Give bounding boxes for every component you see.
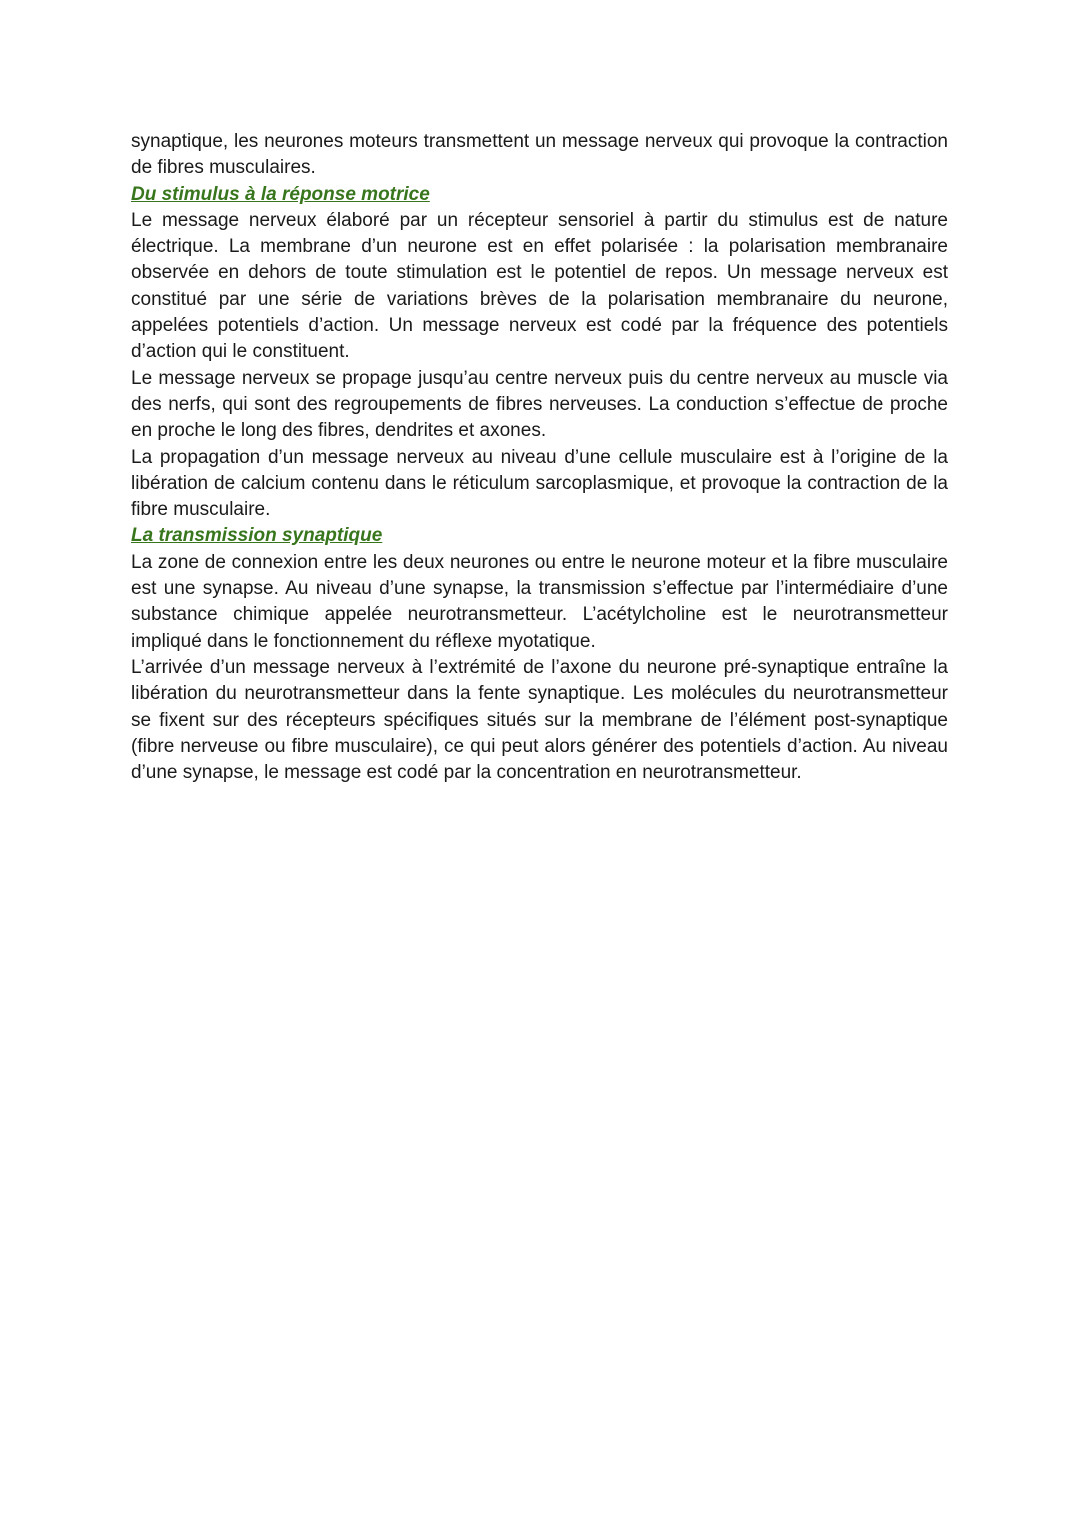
paragraph-propagation-nerfs: Le message nerveux se propage jusqu’au centre nerveux puis du centre nerveux au muscle via des nerfs, qui sont des regroupements de fibres nerveuses. La conduction s’effectue de proche en proche le long des fibres, dendrites et axones. — [131, 367, 948, 442]
section-heading-transmission-synaptique: La transmission synaptique — [131, 525, 383, 547]
document-page — [131, 129, 948, 786]
paragraph-synapse: La zone de connexion entre les deux neurones ou entre le neurone moteur et la fibre musculaire est une synapse. Au niveau d’une synapse, la transmission s’effectue par l’intermédiaire d’une substance chimique appelée neurotransmetteur. L’acétylcholine est le neurotransmetteur impliqué dans le fonctionnement du réflexe myotatique. — [131, 551, 948, 652]
paragraph-neurotransmetteur: L’arrivée d’un message nerveux à l’extrémité de l’axone du neurone pré-synaptique entraîne la libération du neurotransmetteur dans la fente synaptique. Les molécules du neurotransmetteur se fixent sur des récepteurs spécifiques situés sur la membrane de l’élément post-synaptique (fibre nerveuse ou fibre musculaire), ce qui peut alors générer des potentiels d’action. Au niveau d’une synapse, le message est codé par la concentration en neurotransmetteur. — [131, 656, 948, 784]
section-heading-stimulus-reponse: Du stimulus à la réponse motrice — [131, 183, 430, 205]
paragraph-cellule-musculaire: La propagation d’un message nerveux au niveau d’une cellule musculaire est à l’origine de la libération de calcium contenu dans le réticulum sarcoplasmique, et provoque la contraction de la fibre musculaire. — [131, 446, 948, 521]
intro-paragraph: synaptique, les neurones moteurs transmettent un message nerveux qui provoque la contraction de fibres musculaires. — [131, 131, 948, 179]
paragraph-message-nerveux: Le message nerveux élaboré par un récepteur sensoriel à partir du stimulus est de nature électrique. La membrane d’un neurone est en effet polarisée : la polarisation membranaire observée en dehors de toute stimulation est le potentiel de repos. Un message nerveux est constitué par une série de variations brèves de la polarisation membranaire du neurone, appelées potentiels d’action. Un message nerveux est codé par la fréquence des potentiels d’action qui le constituent. — [131, 209, 948, 363]
